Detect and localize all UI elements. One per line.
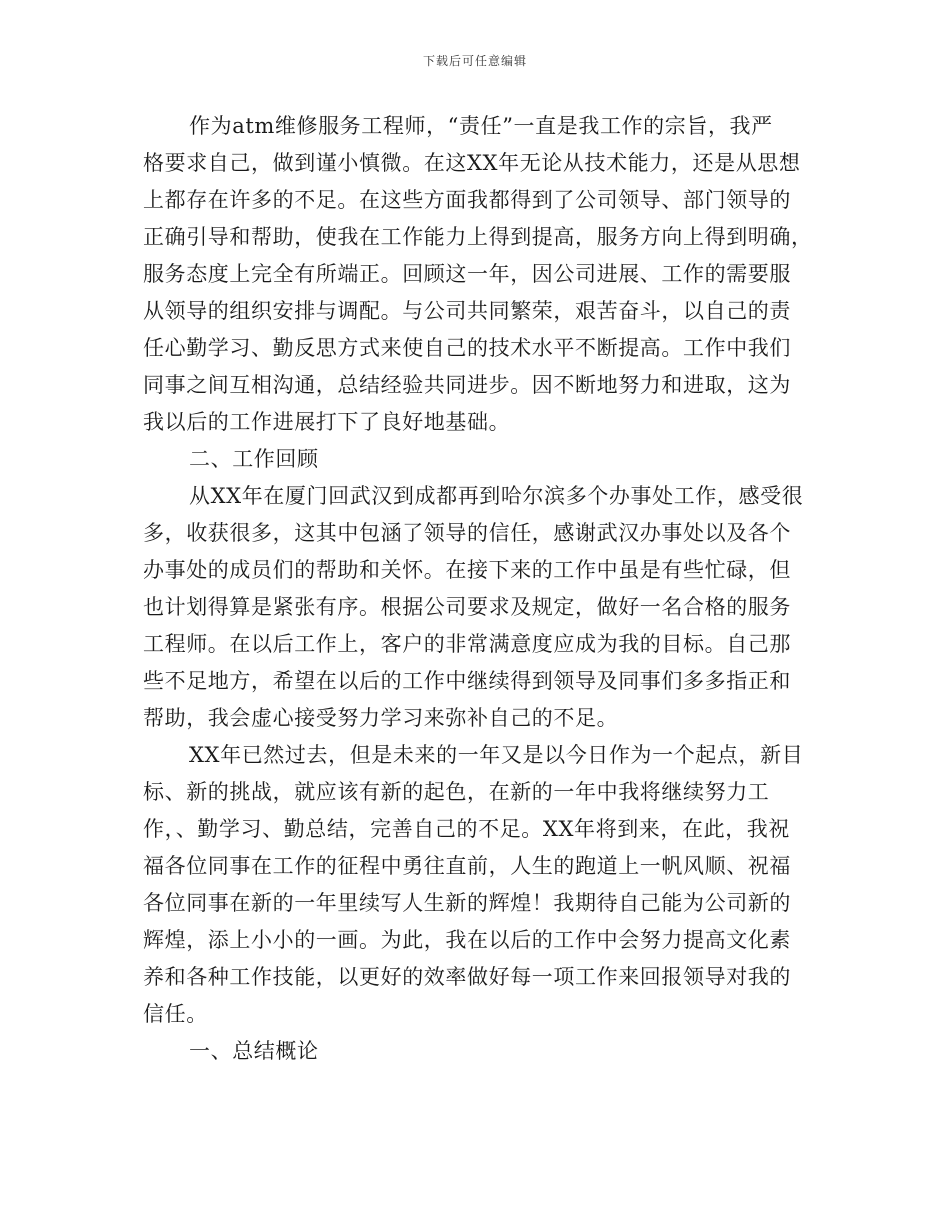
text-line: 服务态度上完全有所端正。回顾这一年，因公司进展、工作的需要服 [143,262,791,286]
section-heading: 二、工作回顾 [189,447,319,471]
text-line: 作，、勤学习、勤总结，完善自己的不足。XX年将到来，在此，我祝 [143,817,790,841]
text-line: 帮助，我会虚心接受努力学习来弥补自己的不足。 [143,706,619,730]
text-line: 办事处的成员们的帮助和关怀。在接下来的工作中虽是有些忙碌，但 [143,558,791,582]
text-line: 从XX年在厦门回武汉到成都再到哈尔滨多个办事处工作，感受很 [189,484,804,508]
text-line: 些不足地方，希望在以后的工作中继续得到领导及同事们多多指正和 [143,669,791,693]
text-line: 标、新的挑战，就应该有新的起色，在新的一年中我将继续努力工 [143,780,770,804]
text-line: 信任。 [143,1002,208,1026]
section-heading: 一、总结概论 [189,1039,319,1063]
text-line: 格要求自己，做到谨小慎微。在这XX年无论从技术能力，还是从思想 [143,151,801,175]
text-line: 作为atm维修服务工程师，“责任”一直是我工作的宗旨，我严 [189,114,773,138]
text-line: 各位同事在新的一年里续写人生新的辉煌！我期待自己能为公司新的 [143,891,791,915]
page-header: 下载后可任意编辑 [422,54,527,68]
text-line: 福各位同事在工作的征程中勇往直前，人生的跑道上一帆风顺、祝福 [143,854,791,878]
document-body [143,108,813,1070]
text-line: XX年已然过去，但是未来的一年又是以今日作为一个起点，新目 [189,743,804,767]
text-line: 我以后的工作进展打下了良好地基础。 [143,410,511,434]
text-line: 辉煌，添上小小的一画。为此，我在以后的工作中会努力提高文化素 [143,928,791,952]
text-line: 也计划得算是紧张有序。根据公司要求及规定，做好一名合格的服务 [143,595,791,619]
text-line: 多，收获很多，这其中包涵了领导的信任，感谢武汉办事处以及各个 [143,521,791,545]
text-line: 上都存在许多的不足。在这些方面我都得到了公司领导、部门领导的 [143,188,791,212]
text-line: 工程师。在以后工作上，客户的非常满意度应成为我的目标。自己那 [143,632,791,656]
text-line: 任心勤学习、勤反思方式来使自己的技术水平不断提高。工作中我们 [143,336,791,360]
text-line: 养和各种工作技能，以更好的效率做好每一项工作来回报领导对我的 [143,965,791,989]
text-line: 同事之间互相沟通，总结经验共同进步。因不断地努力和进取，这为 [143,373,791,397]
text-line: 正确引导和帮助，使我在工作能力上得到提高，服务方向上得到明确， [143,225,813,249]
text-line: 从领导的组织安排与调配。与公司共同繁荣，艰苦奋斗，以自己的责 [143,299,791,323]
